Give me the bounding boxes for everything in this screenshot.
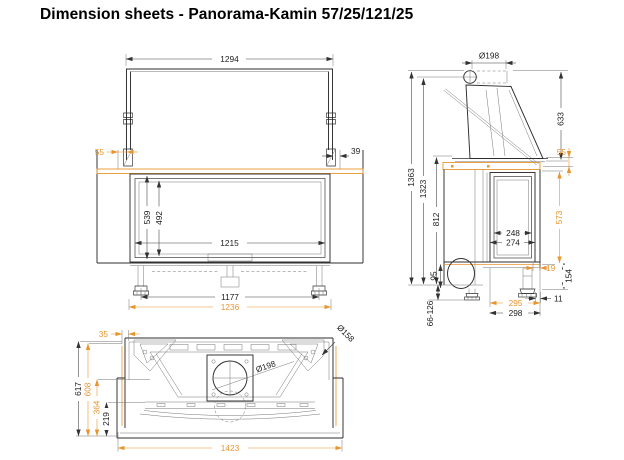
dim-side-glass-width-inner: 248 <box>506 228 520 238</box>
dim-front-foot-span: 1177 <box>221 292 239 302</box>
front-view <box>95 54 363 312</box>
top-body-outline <box>125 338 333 428</box>
side-bench-band <box>443 163 540 170</box>
dim-top-depth-total: 617 <box>73 382 83 396</box>
top-view <box>73 322 357 453</box>
side-support-rod <box>444 89 539 165</box>
dim-front-base-width: 1236 <box>220 302 240 312</box>
front-chase-edges <box>118 150 340 169</box>
dim-side-rear-offset: 11 <box>554 293 563 304</box>
dim-top-depth-body: 608 <box>82 382 93 397</box>
side-air-inlet-circle <box>448 259 475 289</box>
dim-side-stack-height: 633 <box>555 112 566 126</box>
dim-side-body-height: 573 <box>554 210 564 225</box>
dim-side-bench-overhang: 55 <box>556 147 566 157</box>
dim-side-bench-top-height: 812 <box>431 212 441 227</box>
front-glass-frame <box>126 69 333 160</box>
dim-side-glass-width-outer: 274 <box>506 237 520 248</box>
dim-side-total-height: 1363 <box>406 168 416 187</box>
front-bracket-detail <box>124 149 336 166</box>
side-front-foot <box>466 294 478 298</box>
dim-top-air-outlet-diameter: Ø158 <box>335 322 357 344</box>
side-pedestal <box>523 268 532 289</box>
front-legs <box>138 266 322 286</box>
dim-side-base-height: 154 <box>563 269 574 283</box>
dim-front-offset-left: 55 <box>94 147 104 157</box>
front-center-support <box>221 277 239 287</box>
dim-side-flue-diameter: Ø198 <box>478 50 500 61</box>
dim-top-flue-diameter: Ø198 <box>254 358 277 375</box>
top-front-glass-arc <box>140 411 320 420</box>
front-bench-band <box>97 169 363 174</box>
dim-front-glass-height-outer: 539 <box>142 210 152 225</box>
front-glass-brackets <box>124 149 336 166</box>
dim-top-side-offset: 35 <box>98 329 108 339</box>
side-chimney-body <box>466 85 543 159</box>
dim-top-width-total: 1423 <box>220 443 240 453</box>
dim-side-foot-adjust-range: 66-126 <box>425 300 435 327</box>
dim-front-offset-right: 39 <box>351 146 361 156</box>
side-view <box>406 51 574 327</box>
dim-top-depth-front: 219 <box>101 412 111 426</box>
dim-side-air-inlet-offset: 95 <box>428 271 439 281</box>
dim-side-base-inset: 19 <box>546 263 556 273</box>
page-title: Dimension sheets - Panorama-Kamin 57/25/121/25 <box>40 6 414 23</box>
dim-side-base-depth: 298 <box>508 308 523 318</box>
dim-side-base-depth-inner: 295 <box>508 298 523 308</box>
dim-top-depth-mid: 364 <box>91 400 102 415</box>
front-glass-clips <box>124 113 336 124</box>
dim-front-opening-width: 1215 <box>220 238 239 248</box>
dim-front-glass-width: 1294 <box>220 54 239 64</box>
side-pedestal-foot <box>520 289 535 294</box>
top-inner-walls <box>150 352 308 397</box>
dim-side-flue-outlet-height: 1323 <box>418 179 428 199</box>
side-flue-pipe <box>486 88 537 156</box>
dim-front-glass-height-inner: 492 <box>154 211 164 225</box>
